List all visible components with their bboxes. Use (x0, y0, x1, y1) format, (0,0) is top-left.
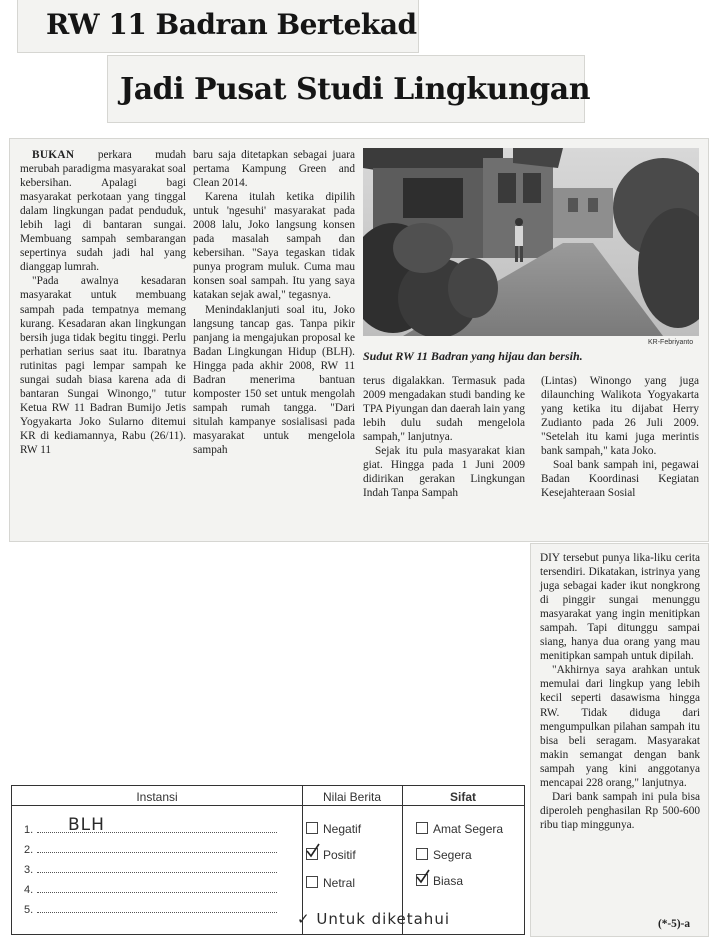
headline-line-1: RW 11 Badran Bertekad (46, 8, 417, 41)
nilai-option-negatif[interactable] (306, 822, 361, 836)
paragraph-text: baru saja ditetapkan sebagai juara pertama Kampung Green and Clean 2014. (193, 149, 355, 190)
sifat-option-segera[interactable] (416, 848, 472, 862)
paragraph-text: "Akhirnya saya arahkan untuk memulai dari lingkup yang lebih kecil seperti dasawisma hingga RW. Tidak diduga dari mengumpulkan pilahan sampah itu bisa beli seragam. Masyarakat makin semangat dengan bank sampah yang kini anggotanya mencapai 228 orang," lanjutnya. (540, 664, 700, 789)
article-paragraph (193, 190, 355, 302)
dotted-line (37, 892, 277, 893)
instansi-row-2[interactable] (24, 844, 277, 856)
handwritten-instansi: BLH (68, 815, 105, 835)
row-number: 1. (24, 824, 34, 836)
row-number: 5. (24, 904, 34, 916)
photo-credit: KR-Febriyanto (648, 339, 694, 346)
handwritten-note: ✓ Untuk diketahui (297, 910, 450, 928)
option-label: Amat Segera (433, 822, 504, 836)
article-paragraph (540, 551, 700, 663)
paragraph-text: Dari bank sampah ini pula bisa diperoleh penghasilan Rp 500-600 ribu tiap minggunya. (540, 790, 700, 831)
paragraph-text: Menindaklanjuti soal itu, Joko langsung tancap gas. Tanpa pikir panjang ia mengajukan proposal ke Badan Lingkungan Hidup (BLH). Hingga pada akhir 2008, RW 11 Badran menerima bantuan komposter 150 set untuk mengolah sampah rumah tangga. "Dari situlah kampanye sosialisasi pada masyarakat untuk mengelola sampah (193, 303, 355, 456)
article-paragraph (193, 303, 355, 458)
instansi-header: Instansi (136, 790, 178, 804)
sifat-option-biasa[interactable] (416, 874, 463, 888)
instansi-row-3[interactable] (24, 864, 277, 876)
option-label: Negatif (323, 822, 362, 836)
article-paragraph (541, 374, 699, 458)
headline-line-2: Jadi Pusat Studi Lingkungan (120, 72, 591, 107)
nilai-option-netral[interactable] (306, 876, 355, 890)
article-column-2 (193, 148, 355, 457)
lead-word: BUKAN (32, 149, 75, 161)
checkbox-checked[interactable] (306, 848, 318, 860)
paragraph-text: Karena itulah ketika dipilih untuk 'ngesuhi' masyarakat pada 2008 lalu, Joko langsung konsen pada masalah sampah dan kebersihan. "Saya tegaskan tidak punya program muluk. Cuma mau konsen soal sampah. Itu yang saya katakan sejak awal," tegasnya. (193, 191, 355, 302)
article-paragraph (540, 790, 700, 832)
check-mark-icon (305, 843, 321, 859)
clipping-evaluation-form (11, 785, 525, 935)
checkbox[interactable] (416, 848, 428, 860)
paragraph-text: DIY tersebut punya lika-liku cerita tersendiri. Dikatakan, istrinya yang juga sebagai kader ikut nongkrong di pinggir sungai menunggu masyarakat yang ingin menitipkan sampah. Tapi ditunggu sampai siang, hanya dua orang yang mau menitipkan sampah untuk dipilah. (540, 552, 700, 663)
option-label: Positif (323, 848, 356, 862)
paragraph-text: "Pada awalnya kesadaran masyarakat untuk membuang sampah pada tempatnya memang kurang. Kesadaran akan lingkungan bersih juga tidak begitu tinggi. Perlu perhatian serius saat itu. Ibaratnya rutinitas pagi lempar sampah ke sungai sudah biasa karena ada di bantaran Sungai Winongo," tutur Ketua RW 11 Badran Bumijo Jetis Yogyakarta Joko Sularno ditemui KR di kediamannya, Rabu (26/11). RW 11 (20, 275, 186, 456)
row-number: 4. (24, 884, 34, 896)
street-photo (363, 148, 699, 336)
checkbox[interactable] (416, 822, 428, 834)
article-paragraph (363, 444, 525, 500)
paragraph-text: Soal bank sampah ini, pegawai Badan Koordinasi Kegiatan Kesejahteraan Sosial (541, 459, 699, 500)
article-paragraph (20, 148, 186, 274)
form-header-divider (12, 805, 524, 806)
dotted-line (37, 872, 277, 873)
dotted-line (37, 852, 277, 853)
instansi-row-4[interactable] (24, 884, 277, 896)
row-number: 3. (24, 864, 34, 876)
paragraph-text: terus digalakkan. Termasuk pada 2009 mengadakan studi banding ke TPA Piyungan dan daerah lain yang lebih dulu sudah mengelola sampah," lanjutnya. (363, 375, 525, 444)
article-paragraph (363, 374, 525, 444)
option-label: Netral (323, 876, 356, 890)
instansi-row-5[interactable] (24, 904, 277, 916)
paragraph-text: perkara mudah merubah paradigma masyarakat soal kebersihan. Apalagi bagi masyarakat perkotaan yang tinggal dalam lingkungan padat penduduk, lebih lagi di bantaran sungai. Membuang sampah sembarangan sepertinya sudah jadi hal yang dianggap lumrah. (20, 149, 186, 274)
photo-caption: Sudut RW 11 Badran yang hijau dan bersih. (363, 349, 583, 363)
sifat-option-amat-segera[interactable] (416, 822, 503, 836)
article-paragraph (193, 148, 355, 190)
option-label: Segera (433, 848, 472, 862)
article-column-3 (363, 374, 525, 500)
article-column-5 (540, 551, 700, 832)
nilai-option-positif[interactable] (306, 848, 356, 862)
street-photo-image (363, 148, 699, 336)
article-column-4 (541, 374, 699, 500)
checkbox-checked[interactable] (416, 874, 428, 886)
check-mark-icon (415, 869, 431, 885)
instansi-row-1[interactable] (24, 824, 277, 836)
paragraph-text: (Lintas) Winongo yang juga dilaunching Walikota Yogyakarta yang ketika itu dijabat Herry Zudianto pada 26 Juli 2009. "Setelah itu kami juga merintis bank sampah," kata Joko. (541, 375, 699, 458)
article-signature: (*-5)-a (658, 918, 690, 930)
row-number: 2. (24, 844, 34, 856)
sifat-header: Sifat (449, 790, 476, 804)
article-column-1 (20, 148, 186, 457)
dotted-line (37, 912, 277, 913)
article-paragraph (540, 663, 700, 789)
article-paragraph (20, 274, 186, 457)
article-paragraph (541, 458, 699, 500)
nilai-berita-header: Nilai Berita (322, 790, 382, 804)
paragraph-text: Sejak itu pula masyarakat kian giat. Hingga pada 1 Juni 2009 didirikan gerakan Lingkungan Indah Tanpa Sampah (363, 445, 525, 500)
checkbox[interactable] (306, 822, 318, 834)
option-label: Biasa (433, 874, 464, 888)
checkbox[interactable] (306, 876, 318, 888)
